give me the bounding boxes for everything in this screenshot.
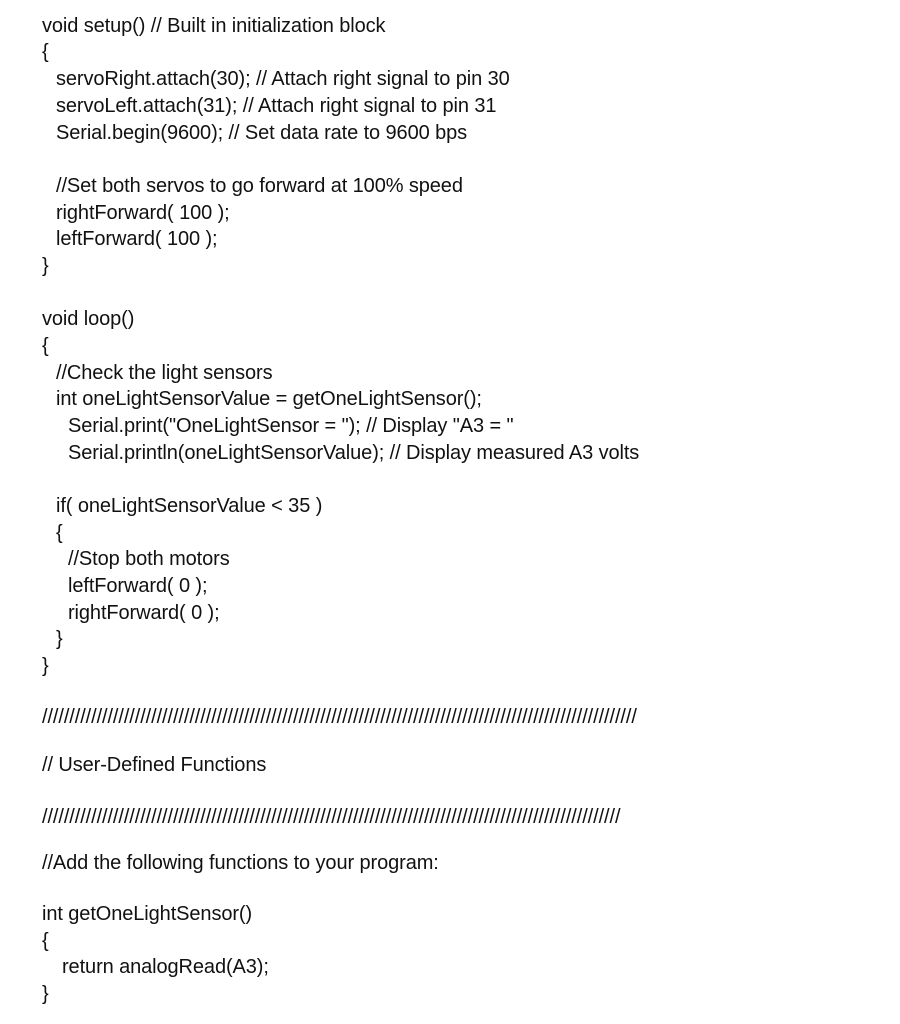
code-line: ///////////////////////////////////////////////////////////////////////////////////////////////////////////// <box>42 706 637 728</box>
code-line: int oneLightSensorValue = getOneLightSensor(); <box>56 388 482 410</box>
code-line: void loop() <box>42 308 135 330</box>
code-line: int getOneLightSensor() <box>42 903 253 925</box>
code-line: Serial.begin(9600); // Set data rate to 9600 bps <box>56 122 468 144</box>
code-line: //Add the following functions to your program: <box>42 852 439 874</box>
code-line: //Stop both motors <box>68 548 230 570</box>
code-line: if( oneLightSensorValue < 35 ) <box>56 495 323 517</box>
code-line: servoLeft.attach(31); // Attach right signal to pin 31 <box>56 95 497 117</box>
code-line: { <box>42 930 49 952</box>
code-line: rightForward( 0 ); <box>68 602 220 624</box>
code-line: { <box>42 41 49 63</box>
code-line: servoRight.attach(30); // Attach right signal to pin 30 <box>56 68 510 90</box>
code-line: return analogRead(A3); <box>62 956 269 978</box>
code-line: leftForward( 0 ); <box>68 575 208 597</box>
code-line: ////////////////////////////////////////////////////////////////////////////////////////////////////////// <box>42 806 621 828</box>
code-line: // User-Defined Functions <box>42 754 267 776</box>
code-line: } <box>56 628 63 650</box>
code-line: rightForward( 100 ); <box>56 202 230 224</box>
code-line: Serial.println(oneLightSensorValue); // Display measured A3 volts <box>68 442 640 464</box>
code-line: } <box>42 983 49 1005</box>
code-line: { <box>56 522 63 544</box>
code-line: } <box>42 655 49 677</box>
code-line: //Set both servos to go forward at 100% speed <box>56 175 463 197</box>
code-line: Serial.print("OneLightSensor = "); // Display "A3 = " <box>68 415 514 437</box>
code-line: { <box>42 335 49 357</box>
code-line: } <box>42 255 49 277</box>
code-line: void setup() // Built in initialization block <box>42 15 386 37</box>
code-line: //Check the light sensors <box>56 362 273 384</box>
code-line: leftForward( 100 ); <box>56 228 218 250</box>
